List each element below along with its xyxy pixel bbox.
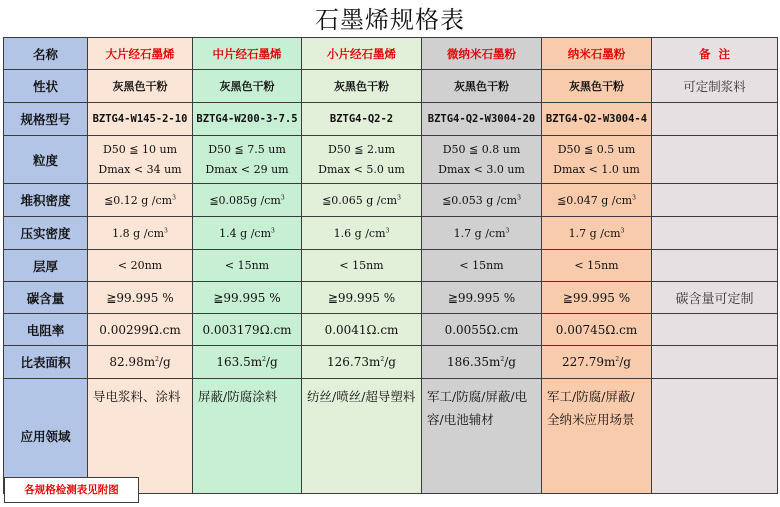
cell-value: ≦0.053 g /cm bbox=[442, 193, 518, 207]
table-cell: 0.003179Ω.cm bbox=[193, 314, 302, 346]
unit-exponent: 3 bbox=[172, 193, 176, 201]
cell-value: 1.7 g /cm bbox=[453, 226, 506, 240]
dmax-value: Dmax < 1.0 um bbox=[553, 162, 640, 176]
row-label-thickness: 层厚 bbox=[4, 250, 88, 282]
cell-value: 1.7 g /cm bbox=[568, 226, 621, 240]
d50-value: D50 ≦ 7.5 um bbox=[208, 142, 286, 156]
cell-value: 163.5m bbox=[216, 355, 263, 369]
table-cell: 灰黑色干粉 bbox=[88, 70, 193, 103]
unit-exponent: 2 bbox=[155, 356, 159, 363]
cell-value: ≦0.12 g /cm bbox=[104, 193, 173, 207]
table-cell: BZTG4-Q2-W3004-4 bbox=[542, 103, 652, 136]
table-cell: 灰黑色干粉 bbox=[302, 70, 422, 103]
table-cell bbox=[193, 346, 302, 379]
table-cell bbox=[88, 346, 193, 379]
d50-value: D50 ≦ 0.8 um bbox=[442, 142, 521, 156]
table-cell: ≧99.995 % bbox=[88, 282, 193, 314]
table-row-thickness bbox=[4, 250, 778, 282]
remark-cell: 碳含量可定制 bbox=[652, 282, 778, 314]
header-remark: 备 注 bbox=[652, 38, 778, 70]
cell-value: ≦0.085g /cm bbox=[209, 193, 281, 207]
unit-suffix: /g bbox=[619, 355, 631, 369]
unit-exponent: 3 bbox=[271, 226, 275, 234]
unit-exponent: 2 bbox=[262, 356, 266, 363]
table-row-header bbox=[4, 38, 778, 70]
table-cell: 导电浆料、涂料 bbox=[88, 379, 193, 494]
table-row-resistivity bbox=[4, 314, 778, 346]
row-label-size: 粒度 bbox=[4, 136, 88, 184]
remark-cell bbox=[652, 136, 778, 184]
table-cell: 灰黑色干粉 bbox=[193, 70, 302, 103]
table-cell: < 20nm bbox=[88, 250, 193, 282]
table-cell: 军工/防腐/屏蔽/电容/电池辅材 bbox=[422, 379, 542, 494]
table-cell: 0.00745Ω.cm bbox=[542, 314, 652, 346]
table-row-surface-area bbox=[4, 346, 778, 379]
remark-cell bbox=[652, 379, 778, 494]
unit-exponent: 3 bbox=[385, 226, 390, 234]
d50-value: D50 ≦ 0.5 um bbox=[557, 142, 636, 156]
row-label-resistivity: 电阻率 bbox=[4, 314, 88, 346]
table-row-carbon bbox=[4, 282, 778, 314]
table-cell: < 15nm bbox=[422, 250, 542, 282]
table-cell bbox=[542, 136, 652, 184]
table-cell: 屏蔽/防腐涂料 bbox=[193, 379, 302, 494]
table-row-form bbox=[4, 70, 778, 103]
unit-exponent: 3 bbox=[164, 226, 168, 234]
dmax-value: Dmax < 29 um bbox=[205, 162, 289, 176]
table-cell bbox=[193, 136, 302, 184]
table-row-size bbox=[4, 136, 778, 184]
table-cell bbox=[422, 346, 542, 379]
row-label-model: 规格型号 bbox=[4, 103, 88, 136]
cell-value: 186.35m bbox=[447, 355, 501, 369]
header-col1: 大片经石墨烯 bbox=[88, 38, 193, 70]
unit-exponent: 3 bbox=[517, 193, 521, 201]
table-row-tap-density bbox=[4, 217, 778, 250]
table-cell bbox=[88, 184, 193, 217]
table-cell bbox=[88, 217, 193, 250]
remark-cell bbox=[652, 346, 778, 379]
table-cell bbox=[542, 346, 652, 379]
table-cell bbox=[542, 217, 652, 250]
unit-exponent: 2 bbox=[380, 356, 385, 363]
table-cell bbox=[193, 217, 302, 250]
cell-value: 82.98m bbox=[109, 355, 156, 369]
unit-suffix: /g bbox=[384, 355, 396, 369]
unit-exponent: 2 bbox=[500, 356, 505, 363]
table-cell bbox=[193, 184, 302, 217]
row-label-application: 应用领域 bbox=[4, 379, 88, 494]
footer-note: 各规格检测表见附图 bbox=[4, 477, 139, 503]
cell-value: ≦0.047 g /cm bbox=[557, 193, 633, 207]
table-cell: ≧99.995 % bbox=[422, 282, 542, 314]
table-cell: ≧99.995 % bbox=[302, 282, 422, 314]
dmax-value: Dmax < 5.0 um bbox=[318, 162, 405, 176]
cell-value: ≦0.065 g /cm bbox=[322, 193, 398, 207]
table-cell bbox=[88, 136, 193, 184]
unit-exponent: 3 bbox=[505, 226, 510, 234]
unit-exponent: 3 bbox=[280, 193, 285, 201]
header-col5: 纳米石墨粉 bbox=[542, 38, 652, 70]
header-col2: 中片经石墨烯 bbox=[193, 38, 302, 70]
unit-exponent: 3 bbox=[397, 193, 401, 201]
row-label-carbon: 碳含量 bbox=[4, 282, 88, 314]
row-label-surface-area: 比表面积 bbox=[4, 346, 88, 379]
cell-value: 126.73m bbox=[327, 355, 381, 369]
cell-value: 1.4 g /cm bbox=[219, 226, 271, 240]
table-cell bbox=[302, 346, 422, 379]
table-cell: < 15nm bbox=[542, 250, 652, 282]
table-cell: BZTG4-W200-3-7.5 bbox=[193, 103, 302, 136]
table-cell: ≧99.995 % bbox=[193, 282, 302, 314]
table-cell: BZTG4-W145-2-10 bbox=[88, 103, 193, 136]
table-cell: 纺丝/喷丝/超导塑料 bbox=[302, 379, 422, 494]
remark-cell: 可定制浆料 bbox=[652, 70, 778, 103]
table-cell: ≧99.995 % bbox=[542, 282, 652, 314]
header-col4: 微纳米石墨粉 bbox=[422, 38, 542, 70]
remark-cell bbox=[652, 250, 778, 282]
table-cell bbox=[422, 217, 542, 250]
table-cell: 军工/防腐/屏蔽/全纳米应用场景 bbox=[542, 379, 652, 494]
row-label-tap-density: 压实密度 bbox=[4, 217, 88, 250]
table-cell: 0.0055Ω.cm bbox=[422, 314, 542, 346]
table-cell bbox=[422, 136, 542, 184]
dmax-value: Dmax < 3.0 um bbox=[438, 162, 525, 176]
unit-suffix: /g bbox=[158, 355, 171, 369]
cell-value: 227.79m bbox=[562, 355, 616, 369]
remark-cell bbox=[652, 314, 778, 346]
table-row-bulk-density bbox=[4, 184, 778, 217]
unit-suffix: /g bbox=[504, 355, 516, 369]
row-label-form: 性状 bbox=[4, 70, 88, 103]
table-cell bbox=[542, 184, 652, 217]
table-cell bbox=[302, 136, 422, 184]
dmax-value: Dmax < 34 um bbox=[98, 162, 182, 176]
cell-value: 1.6 g /cm bbox=[333, 226, 386, 240]
remark-cell bbox=[652, 217, 778, 250]
table-cell: 0.00299Ω.cm bbox=[88, 314, 193, 346]
d50-value: D50 ≦ 2.um bbox=[327, 142, 396, 156]
table-cell: < 15nm bbox=[302, 250, 422, 282]
unit-exponent: 3 bbox=[620, 226, 625, 234]
header-col3: 小片经石墨烯 bbox=[302, 38, 422, 70]
header-name: 名称 bbox=[4, 38, 88, 70]
remark-cell bbox=[652, 184, 778, 217]
table-cell: BZTG4-Q2-2 bbox=[302, 103, 422, 136]
unit-suffix: /g bbox=[265, 355, 278, 369]
table-row-model bbox=[4, 103, 778, 136]
page-title: 石墨烯规格表 bbox=[315, 6, 465, 34]
table-cell: 灰黑色干粉 bbox=[422, 70, 542, 103]
unit-exponent: 2 bbox=[615, 356, 620, 363]
cell-value: 1.8 g /cm bbox=[112, 226, 164, 240]
remark-cell bbox=[652, 103, 778, 136]
table-cell bbox=[302, 184, 422, 217]
table-cell: < 15nm bbox=[193, 250, 302, 282]
table-cell: 0.0041Ω.cm bbox=[302, 314, 422, 346]
d50-value: D50 ≦ 10 um bbox=[102, 142, 178, 156]
table-cell bbox=[302, 217, 422, 250]
table-cell bbox=[422, 184, 542, 217]
spec-table bbox=[3, 37, 778, 494]
table-cell: BZTG4-Q2-W3004-20 bbox=[422, 103, 542, 136]
unit-exponent: 3 bbox=[632, 193, 636, 201]
row-label-bulk-density: 堆积密度 bbox=[4, 184, 88, 217]
table-cell: 灰黑色干粉 bbox=[542, 70, 652, 103]
